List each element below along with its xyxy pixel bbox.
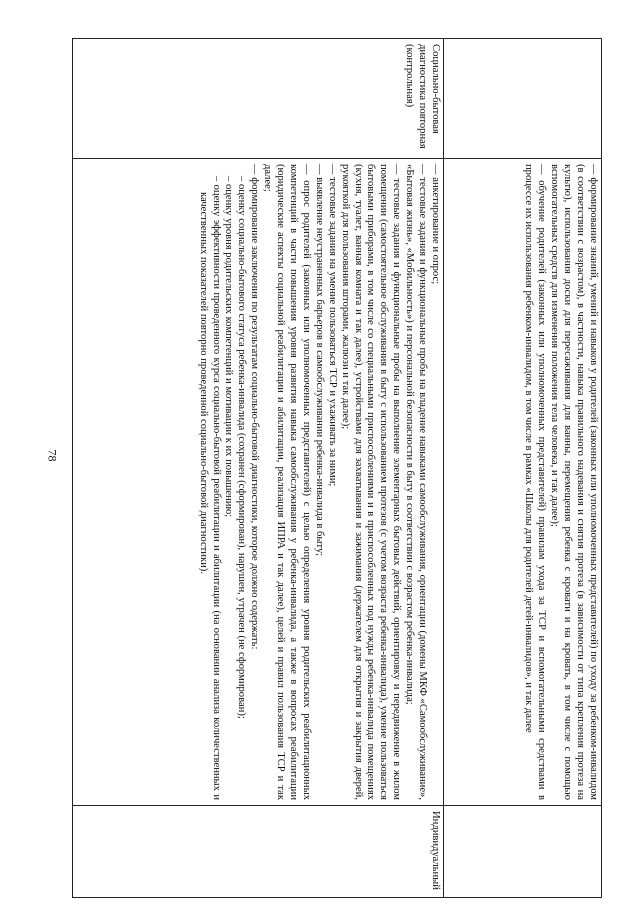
row1-line: — формирование знаний, умений и навыков у родителей (законных или уполномоченных представителей) по уходу за ребенком-инвалидом (в соответствии с возрастом), в частности, навыка правильного надевания и снятия протеза (в зависимости от типа крепления протеза на культю), использования доски для пересаживания для ванны, перемещения ребенка с кровати и на кровать, в том числе с помощью вспомогательных средств для изменения положения тела человека, и так далее); <box>549 164 599 800</box>
row2-line: — тестовые задания на умение пользоваться ТСР и ухаживать за ними; <box>326 164 338 487</box>
row2-line: — выявление неустраненных барьеров в самообслуживании ребенка-инвалида в быту; <box>313 164 325 557</box>
row2-line: — тестовые задания и функциональные пробы на владение навыками самообслуживания, ориентации (домены МКФ «Самообслуживание», «Бытовая жизнь», «Мобильность») и персональной безопасности в быту в соответствии с возрастом ребенка-инвалида; <box>404 164 429 800</box>
row1-line: — обучение родителей (законных или уполномоченных представителей) правилам ухода за ТСР и вспомогательными средствами в процессе их использования ребенком-инвалидом, в том числе в рамках «Школы для родителей детей-инвалидов», и так далее <box>523 164 548 800</box>
table-row <box>444 39 602 898</box>
methods-table <box>72 38 602 898</box>
row2-line: — анкетирование и опрос; <box>430 164 441 285</box>
row2-content-cell <box>73 159 444 806</box>
row2-subitem: – оценку эффективности проведенного курса социально-бытовой реабилитации и абилитации (на основании анализа количественных и качественных показателей повторно проведенной социально-бытовой диагностики). <box>197 176 222 800</box>
row2-line: — опрос родителей (законных или уполномоченных представителей) с целью определения уровня родительских реабилитационных компетенций в части повышения уровня развития навыка самообслуживания у ребенка-инвалида, а также в вопросах реабилитации (юридические аспекты социальной реабилитации и абилитации, реализация ИПРА и так далее), целей и правил пользования ТСР и так далее; <box>262 164 312 800</box>
row2-line: — формирование заключения по результатам социально-бытовой диагностики, которое должно содержать: <box>249 164 261 650</box>
page-number: 78 <box>45 449 60 462</box>
rotated-table-container <box>72 38 602 898</box>
row2-subitem: – оценку социально-бытового статуса ребенка-инвалида (сохранен (сформирован), нарушен, утрачен (не сформирован); <box>236 176 248 719</box>
row2-service-cell: Социально-бытовая диагностика повторная (контрольная) <box>73 39 444 159</box>
row1-content-cell <box>444 159 602 806</box>
row1-form-cell <box>444 806 602 898</box>
table-row <box>73 39 444 898</box>
row1-service-cell <box>444 39 602 159</box>
row2-form-cell: Индивидуальный <box>73 806 444 898</box>
row2-subitem: – оценку уровня родительских компетенций и мотивации к их повышению; <box>223 176 235 518</box>
row2-line: — тестовые задания и функциональные пробы на выполнение элементарных бытовых действий, ориентировку и передвижение в жилом помещении (самостоятельное обслуживания в быту с использованием протезов (с учетом возраста ребенка-инвалида), умение пользоваться бытовыми приборами, в том числе со специальными приспособлениями и в приспособленных под нужды ребенка-инвалида помещениях (кухня, туалет, ванная комната и так далее), устройствами для захватывания и зажимания (держателем для открытия и закрытия дверей, рукояткой для пользования шторами, жалюзи и так далее); <box>339 164 403 800</box>
